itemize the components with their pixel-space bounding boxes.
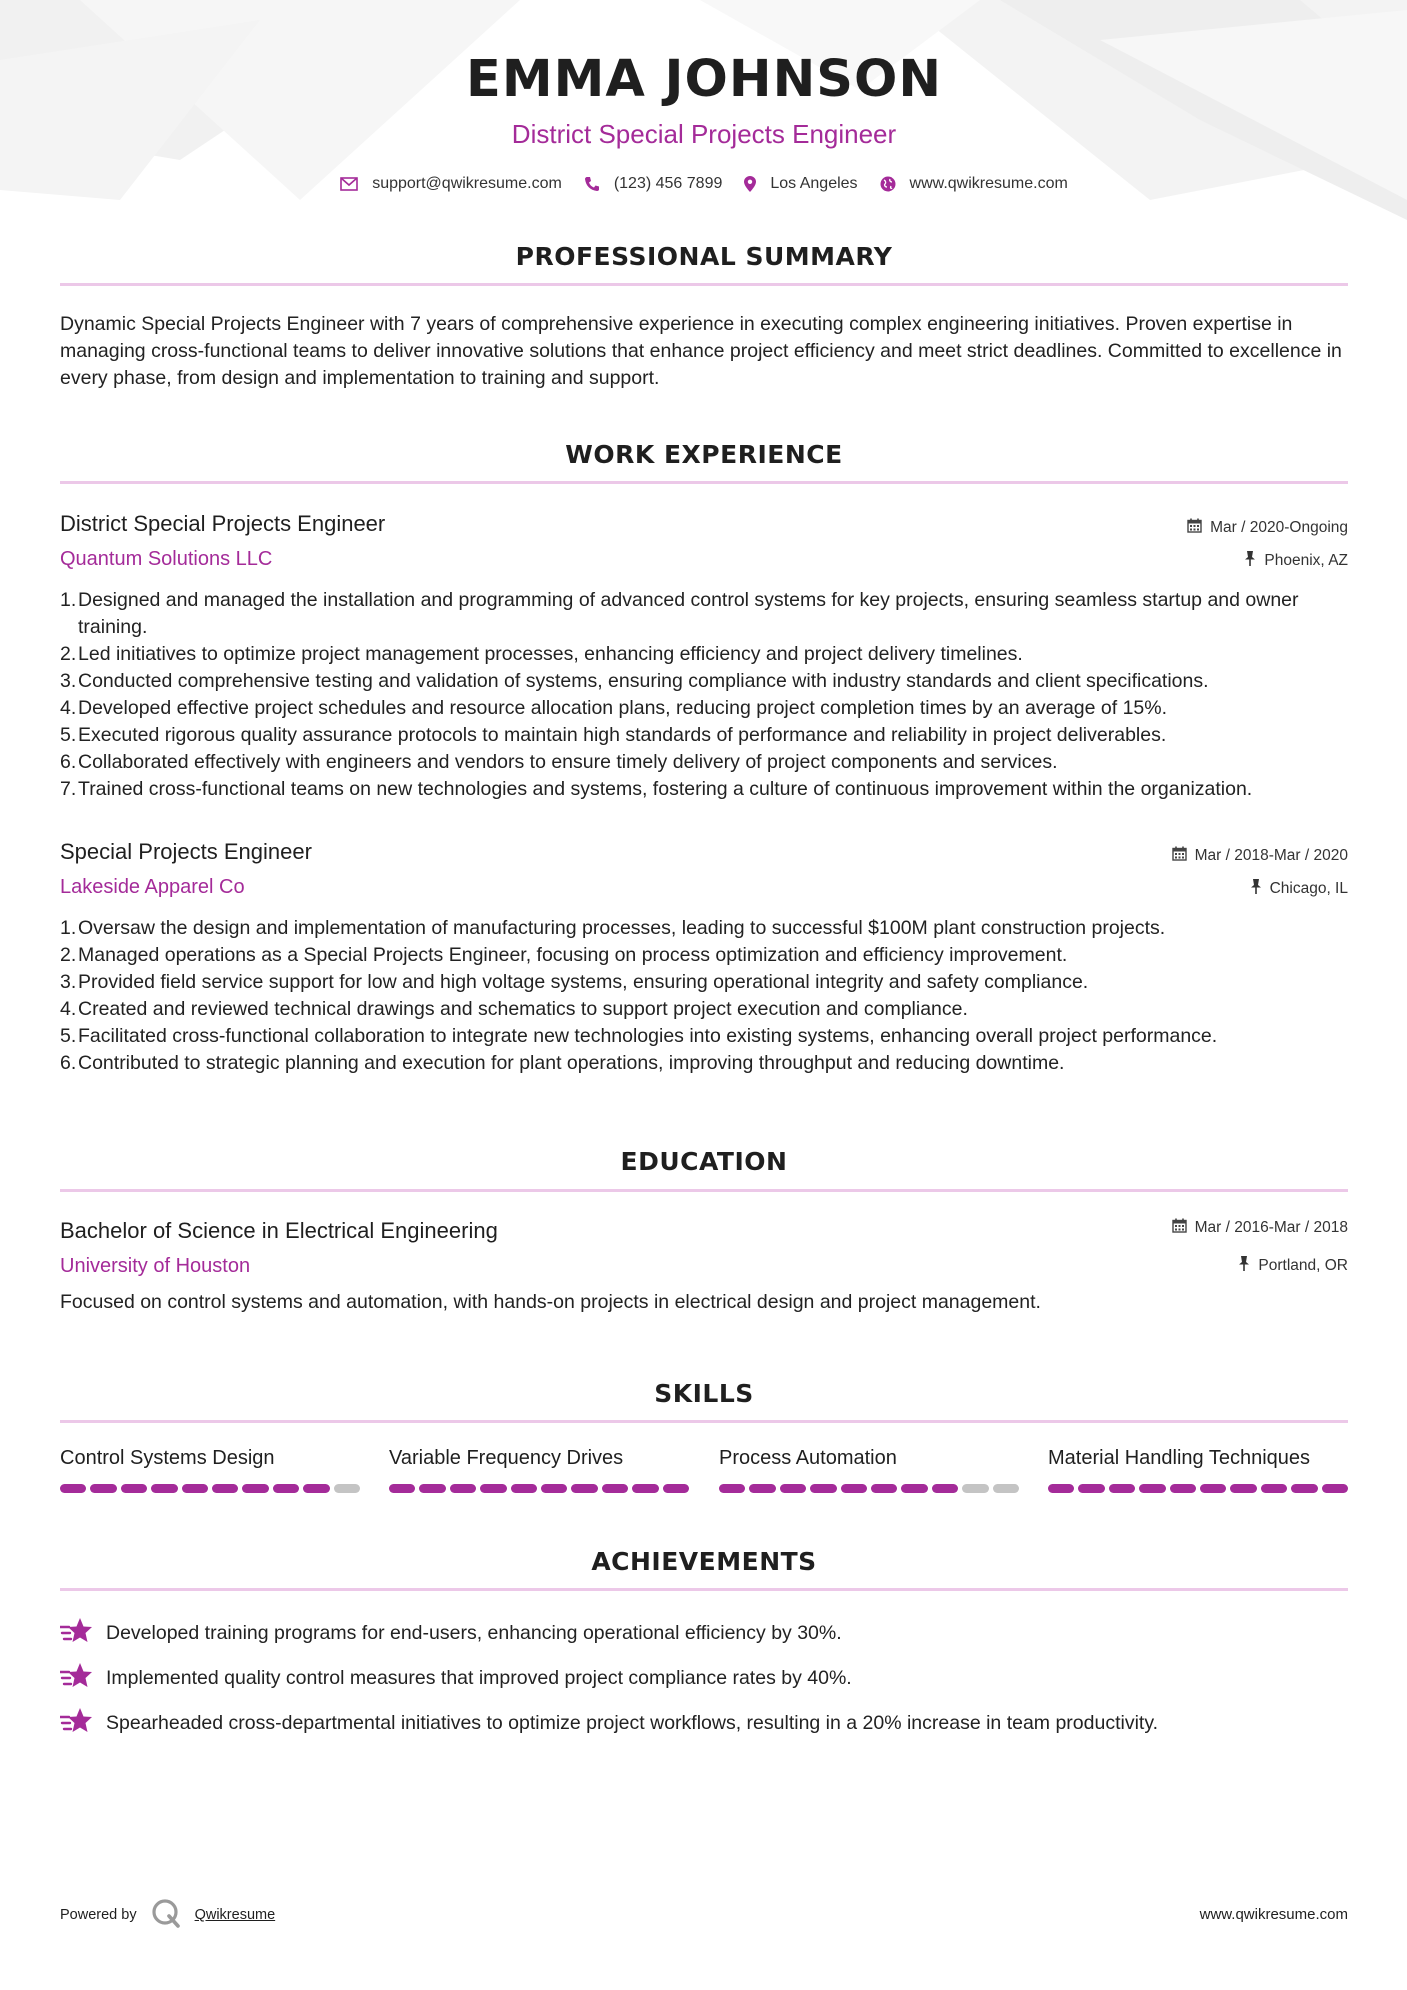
list-item: Facilitated cross-functional collaboration to integrate new technologies into existing systems, enhancing overall project performance. <box>78 1025 1218 1047</box>
skill-level-filled <box>450 1484 476 1493</box>
header-background <box>0 0 1407 320</box>
education-dates-text: Mar / 2016-Mar / 2018 <box>1194 1218 1348 1236</box>
skill-level-empty <box>993 1484 1019 1493</box>
qwikresume-logo-icon <box>151 1898 181 1932</box>
achievements-heading: ACHIEVEMENTS <box>591 1547 817 1576</box>
job-1-dates-text: Mar / 2020-Ongoing <box>1210 518 1348 536</box>
education-divider <box>60 1189 1348 1192</box>
skill-level-filled <box>303 1484 329 1493</box>
skill-level-filled <box>932 1484 958 1493</box>
skill-level-bar <box>60 1484 360 1493</box>
skill-level-filled <box>841 1484 867 1493</box>
skill-level-filled <box>212 1484 238 1493</box>
skill-level-filled <box>242 1484 268 1493</box>
list-item: Designed and managed the installation and programming of advanced control systems for key projects, ensuring seamless startup and owner training. <box>78 589 1299 638</box>
pushpin-icon <box>1244 551 1256 570</box>
list-item: Collaborated effectively with engineers and vendors to ensure timely delivery of project components and services. <box>78 751 1058 773</box>
skill-level-bar <box>1048 1484 1348 1493</box>
skill-level-filled <box>541 1484 567 1493</box>
skill-item <box>719 1448 1019 1468</box>
skill-level-bar <box>719 1484 1019 1493</box>
experience-divider <box>60 481 1348 484</box>
list-item: Created and reviewed technical drawings and schematics to support project execution and compliance. <box>78 998 968 1020</box>
skill-level-filled <box>663 1484 689 1493</box>
calendar-icon <box>1172 846 1187 865</box>
envelope-icon <box>340 177 358 191</box>
skill-level-filled <box>1048 1484 1074 1493</box>
contact-website[interactable] <box>880 175 1068 193</box>
achievement-text: Developed training programs for end-users, enhancing operational efficiency by 30%. <box>106 1621 842 1644</box>
candidate-name: EMMA JOHNSON <box>465 50 943 109</box>
contact-email[interactable] <box>340 175 562 193</box>
skill-level-filled <box>780 1484 806 1493</box>
list-item: Provided field service support for low and high voltage systems, ensuring operational integrity and safety compliance. <box>78 971 1089 993</box>
skill-level-filled <box>1322 1484 1348 1493</box>
skill-level-bar <box>389 1484 689 1493</box>
education-location <box>1238 1256 1348 1275</box>
skills-divider <box>60 1420 1348 1423</box>
contact-row <box>60 175 1348 193</box>
skill-level-filled <box>1200 1484 1226 1493</box>
skill-level-filled <box>182 1484 208 1493</box>
skill-level-filled <box>602 1484 628 1493</box>
skill-item <box>60 1448 360 1468</box>
list-item: Developed effective project schedules and resource allocation plans, reducing project completion times by an average of 15%. <box>78 697 1168 719</box>
pushpin-icon <box>1250 879 1262 898</box>
job-1-company: Quantum Solutions LLC <box>60 548 273 570</box>
skill-level-filled <box>121 1484 147 1493</box>
skill-level-filled <box>419 1484 445 1493</box>
education-description: Focused on control systems and automation, with hands-on projects in electrical design and project management. <box>60 1291 1041 1313</box>
skill-level-empty <box>962 1484 988 1493</box>
contact-location <box>744 175 857 193</box>
achievement-item <box>60 1707 1348 1740</box>
skill-level-filled <box>1291 1484 1317 1493</box>
email-text: support@qwikresume.com <box>372 175 562 192</box>
skill-level-filled <box>719 1484 745 1493</box>
job-1-dates <box>1187 518 1348 537</box>
summary-divider <box>60 283 1348 286</box>
skills-heading: SKILLS <box>654 1379 754 1408</box>
education-school: University of Houston <box>60 1255 251 1277</box>
job-2-role: Special Projects Engineer <box>60 839 312 864</box>
skill-item <box>389 1448 689 1468</box>
skill-name: Variable Frequency Drives <box>389 1447 624 1469</box>
job-2-location <box>1250 879 1348 898</box>
job-1-location-text: Phoenix, AZ <box>1264 551 1348 569</box>
education-degree: Bachelor of Science in Electrical Engineering <box>60 1218 498 1243</box>
skill-level-filled <box>810 1484 836 1493</box>
job-2-bullets <box>60 915 1366 1077</box>
list-item: Executed rigorous quality assurance protocols to maintain high standards of performance and reliability in project deliverables. <box>78 724 1167 746</box>
list-item: Contributed to strategic planning and execution for plant operations, improving throughput and reducing downtime. <box>78 1052 1065 1074</box>
list-item: Led initiatives to optimize project management processes, enhancing efficiency and project delivery timelines. <box>78 643 1023 665</box>
job-2-company: Lakeside Apparel Co <box>60 876 245 898</box>
footer-powered-by <box>60 1898 275 1932</box>
phone-text: (123) 456 7899 <box>613 175 723 192</box>
skill-level-filled <box>151 1484 177 1493</box>
candidate-title: District Special Projects Engineer <box>511 119 897 149</box>
skill-level-filled <box>1139 1484 1165 1493</box>
job-2-dates-text: Mar / 2018-Mar / 2020 <box>1194 846 1348 864</box>
powered-by-text: Powered by <box>60 1907 137 1923</box>
skill-level-filled <box>90 1484 116 1493</box>
skill-level-filled <box>1078 1484 1104 1493</box>
skill-level-filled <box>632 1484 658 1493</box>
list-item: Oversaw the design and implementation of manufacturing processes, leading to successful $100M plant construction projects. <box>78 917 1166 939</box>
skill-level-filled <box>1109 1484 1135 1493</box>
skill-name: Process Automation <box>719 1447 897 1469</box>
list-item: Trained cross-functional teams on new technologies and systems, fostering a culture of continuous improvement within the organization. <box>78 778 1253 800</box>
globe-icon <box>880 176 896 192</box>
skill-level-filled <box>389 1484 415 1493</box>
skill-level-filled <box>511 1484 537 1493</box>
job-1-location <box>1244 551 1348 570</box>
calendar-icon <box>1172 1218 1187 1237</box>
job-2-dates <box>1172 846 1348 865</box>
job-1-bullets <box>60 587 1366 803</box>
skill-level-empty <box>334 1484 360 1493</box>
qwikresume-link[interactable]: Qwikresume <box>194 1907 276 1923</box>
skill-level-filled <box>571 1484 597 1493</box>
star-icon <box>60 1617 92 1650</box>
skill-level-filled <box>871 1484 897 1493</box>
skill-level-filled <box>1170 1484 1196 1493</box>
experience-heading: WORK EXPERIENCE <box>565 440 843 469</box>
education-heading: EDUCATION <box>620 1147 788 1176</box>
footer-website-link[interactable]: www.qwikresume.com <box>1199 1906 1348 1923</box>
skill-level-filled <box>901 1484 927 1493</box>
star-icon <box>60 1662 92 1695</box>
list-item: Conducted comprehensive testing and validation of systems, ensuring compliance with industry standards and client specifications. <box>78 670 1209 692</box>
skill-item <box>1048 1448 1348 1468</box>
summary-heading: PROFESSIONAL SUMMARY <box>515 242 893 271</box>
education-location-text: Portland, OR <box>1258 1256 1348 1274</box>
skill-name: Control Systems Design <box>60 1447 275 1469</box>
skill-level-filled <box>480 1484 506 1493</box>
star-icon <box>60 1707 92 1740</box>
list-item: Managed operations as a Special Projects Engineer, focusing on process optimization and efficiency improvement. <box>78 944 1068 966</box>
website-text: www.qwikresume.com <box>909 175 1068 192</box>
skill-level-filled <box>1230 1484 1256 1493</box>
achievements-divider <box>60 1588 1348 1591</box>
calendar-icon <box>1187 518 1202 537</box>
skill-level-filled <box>1261 1484 1287 1493</box>
contact-phone[interactable] <box>584 175 723 193</box>
achievement-item <box>60 1617 1348 1650</box>
achievement-item <box>60 1662 1348 1695</box>
skill-level-filled <box>60 1484 86 1493</box>
summary-text: Dynamic Special Projects Engineer with 7 years of comprehensive experience in executing complex engineering initiatives. Proven expertise in managing cross-functional teams to deliver innovative solutions that enhance project efficiency and meet strict deadlines. Committed to excellence in every phase, from design and implementation to training and support. <box>60 313 1342 389</box>
achievement-text: Spearheaded cross-departmental initiatives to optimize project workflows, resulting in a 20% increase in team productivity. <box>106 1711 1159 1734</box>
map-pin-icon <box>744 176 756 192</box>
pushpin-icon <box>1238 1256 1250 1275</box>
achievement-text: Implemented quality control measures that improved project compliance rates by 40%. <box>106 1666 852 1689</box>
education-dates <box>1172 1218 1348 1237</box>
location-text: Los Angeles <box>770 175 858 192</box>
skill-name: Material Handling Techniques <box>1048 1447 1311 1469</box>
job-2-location-text: Chicago, IL <box>1269 879 1348 897</box>
skill-level-filled <box>749 1484 775 1493</box>
job-1-role: District Special Projects Engineer <box>60 511 386 536</box>
phone-icon <box>584 176 600 192</box>
skill-level-filled <box>273 1484 299 1493</box>
